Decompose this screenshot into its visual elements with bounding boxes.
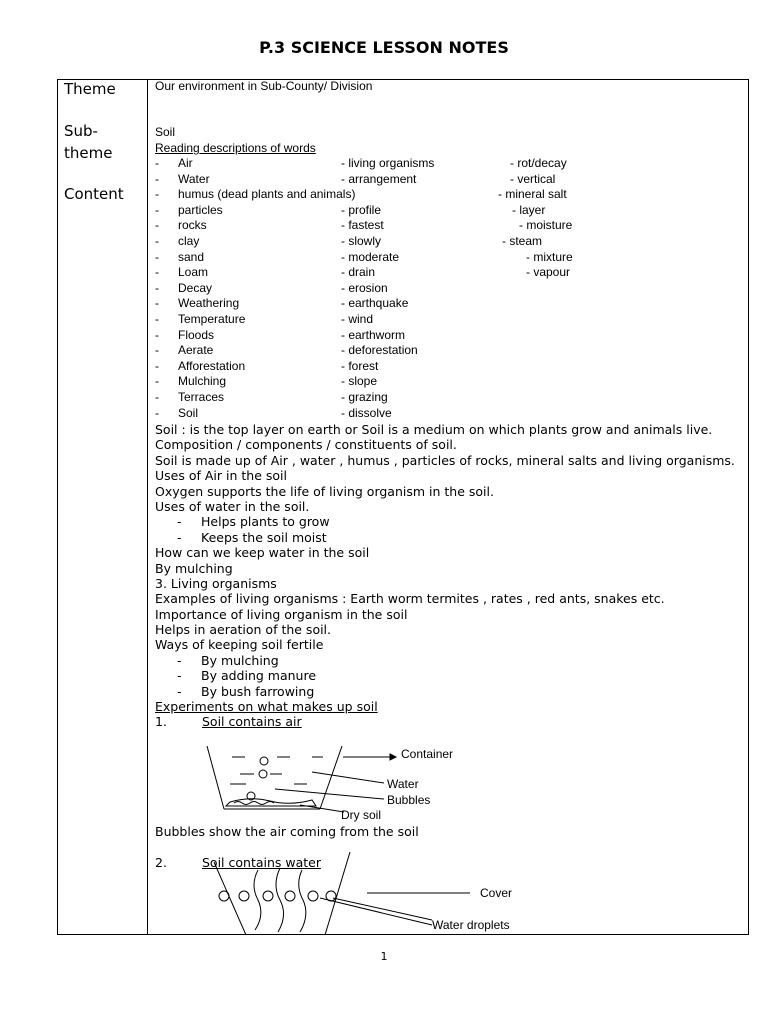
word-bullet: - xyxy=(155,218,159,233)
word-term-col1: Aerate xyxy=(178,343,214,358)
word-bullet: - xyxy=(155,249,159,264)
word-term-col2: - profile xyxy=(341,202,382,217)
word-term-col1: Terraces xyxy=(178,389,225,404)
word-term-col3: - vapour xyxy=(526,265,571,280)
droplets-pointer-line xyxy=(320,898,432,925)
droplets-pointer-line xyxy=(333,898,432,920)
note-text: Soil is made up of Air , water , humus , particles of rocks, mineral salts and living organisms. xyxy=(155,452,735,468)
word-bullet: - xyxy=(155,156,159,170)
word-term-col3: - moisture xyxy=(519,218,573,233)
label-cover: Cover xyxy=(480,886,513,900)
label-water: Water xyxy=(387,777,419,791)
word-bullet: - xyxy=(155,311,159,326)
word-term-col1: Temperature xyxy=(178,311,246,326)
note-text: Importance of living organism in the soil xyxy=(155,606,408,622)
note-text: Keeps the soil moist xyxy=(201,529,327,545)
word-term-col2: - dissolve xyxy=(341,405,392,420)
word-term-col2: - drain xyxy=(341,265,376,280)
container-wall-left xyxy=(207,746,224,809)
theme-value: Our environment in Sub-County/ Division xyxy=(155,79,373,93)
word-bullet: - xyxy=(155,374,159,389)
subtheme-value: Soil xyxy=(155,125,176,139)
experiment-1-number: 1. xyxy=(155,714,167,729)
air-bubble xyxy=(259,770,267,778)
word-term-col2: - arrangement xyxy=(341,171,417,186)
note-text: Helps in aeration of the soil. xyxy=(155,622,332,638)
word-term-col1: Decay xyxy=(178,280,213,295)
label-bubbles: Bubbles xyxy=(387,793,431,807)
note-text: By bush farrowing xyxy=(201,683,315,699)
water-droplet xyxy=(308,891,318,901)
label-water-droplets: Water droplets xyxy=(432,918,510,932)
note-text: Oxygen supports the life of living organism in the soil. xyxy=(155,483,494,499)
word-term-col2: - slope xyxy=(341,374,378,389)
word-term-col1: Floods xyxy=(178,327,215,342)
dry-soil-texture xyxy=(234,802,274,805)
water-droplet xyxy=(285,891,295,901)
vapour-wisp xyxy=(276,868,284,932)
container-pointer-arrow xyxy=(390,754,396,760)
note-text: By adding manure xyxy=(201,668,317,684)
vapour-wisp xyxy=(254,870,261,930)
vapour-wisp xyxy=(299,870,306,932)
note-text: Composition / components / constituents of soil. xyxy=(155,437,457,453)
word-term-col1: Air xyxy=(178,156,193,170)
word-bullet: - xyxy=(155,343,159,358)
air-bubble xyxy=(260,757,268,765)
word-term-col2: - erosion xyxy=(341,280,388,295)
word-term-col1: Soil xyxy=(178,405,199,420)
experiment-2-number: 2. xyxy=(155,855,167,870)
label-container: Container xyxy=(401,747,454,761)
word-bullet: - xyxy=(155,265,159,280)
note-text: Helps plants to grow xyxy=(201,514,330,530)
reading-heading: Reading descriptions of words xyxy=(155,141,316,155)
page-number: 1 xyxy=(380,950,388,963)
water-droplet xyxy=(239,891,249,901)
word-term-col1: Afforestation xyxy=(178,358,246,373)
water-droplet xyxy=(219,891,229,901)
experiment-2-title: Soil contains water xyxy=(202,855,322,870)
word-term-col1: sand xyxy=(178,249,205,264)
label-content: Content xyxy=(64,185,124,203)
note-text: Ways of keeping soil fertile xyxy=(155,637,324,653)
word-term-col2: - earthquake xyxy=(341,296,409,311)
word-term-col2: - living organisms xyxy=(341,156,435,170)
note-text: Uses of water in the soil. xyxy=(155,498,310,514)
word-term-col3: - mixture xyxy=(526,249,573,264)
word-term-col2: - deforestation xyxy=(341,343,418,358)
word-bullet: - xyxy=(155,327,159,342)
word-term-col3: - steam xyxy=(502,233,543,248)
word-term-col2: - fastest xyxy=(341,218,384,233)
word-term-col1: humus (dead plants and animals) xyxy=(178,187,356,202)
word-term-col1: Mulching xyxy=(178,374,227,389)
word-term-col1: Weathering xyxy=(178,296,240,311)
water-pointer-line xyxy=(312,772,384,783)
word-term-col3: - vertical xyxy=(510,171,556,186)
experiment-1-title: Soil contains air xyxy=(202,714,302,729)
word-term-col2: - grazing xyxy=(341,389,388,404)
bullet-dash: - xyxy=(177,529,182,545)
note-text: 3. Living organisms xyxy=(155,575,277,591)
bullet-dash: - xyxy=(177,668,182,684)
word-term-col1: clay xyxy=(178,233,200,248)
note-text: Uses of Air in the soil xyxy=(155,468,287,484)
label-dry-soil: Dry soil xyxy=(341,808,382,822)
word-term-col2: - earthworm xyxy=(341,327,406,342)
word-bullet: - xyxy=(155,389,159,404)
word-bullet: - xyxy=(155,358,159,373)
note-text: By mulching xyxy=(155,560,233,576)
word-bullet: - xyxy=(155,405,159,420)
word-term-col1: particles xyxy=(178,202,223,217)
word-term-col2: - forest xyxy=(341,358,379,373)
word-bullet: - xyxy=(155,233,159,248)
word-term-col1: Water xyxy=(178,171,210,186)
note-text: By mulching xyxy=(201,652,279,668)
jar-wall-left xyxy=(214,862,246,935)
container-wall-right xyxy=(320,746,342,809)
bullet-dash: - xyxy=(177,652,182,668)
word-bullet: - xyxy=(155,296,159,311)
word-bullet: - xyxy=(155,171,159,186)
label-subtheme-line2: theme xyxy=(64,144,113,162)
word-term-col3: - rot/decay xyxy=(510,156,567,170)
word-term-col1: rocks xyxy=(178,218,207,233)
note-text: Soil : is the top layer on earth or Soil is a medium on which plants grow and animals live. xyxy=(155,422,713,437)
word-bullet: - xyxy=(155,202,159,217)
word-term-col2: - wind xyxy=(341,311,374,326)
note-text: Examples of living organisms : Earth worm termites , rates , red ants, snakes etc. xyxy=(155,591,665,607)
word-term-col2: - moderate xyxy=(341,249,400,264)
note-text: How can we keep water in the soil xyxy=(155,545,370,561)
word-term-col1: Loam xyxy=(178,265,209,280)
page-title: P.3 SCIENCE LESSON NOTES xyxy=(259,38,509,57)
word-term-col3: - mineral salt xyxy=(498,187,567,202)
water-droplet xyxy=(263,891,273,901)
word-bullet: - xyxy=(155,280,159,295)
experiment-1-conclusion: Bubbles show the air coming from the soil xyxy=(155,824,419,839)
experiments-heading: Experiments on what makes up soil xyxy=(155,699,378,714)
label-theme: Theme xyxy=(64,80,116,98)
bullet-dash: - xyxy=(177,683,182,699)
bubbles-pointer-line xyxy=(275,789,384,799)
word-bullet: - xyxy=(155,187,159,202)
bullet-dash: - xyxy=(177,514,182,530)
word-term-col2: - slowly xyxy=(341,233,382,248)
word-term-col3: - layer xyxy=(512,202,546,217)
jar-wall-right xyxy=(325,852,350,935)
label-subtheme-line1: Sub- xyxy=(64,122,98,140)
